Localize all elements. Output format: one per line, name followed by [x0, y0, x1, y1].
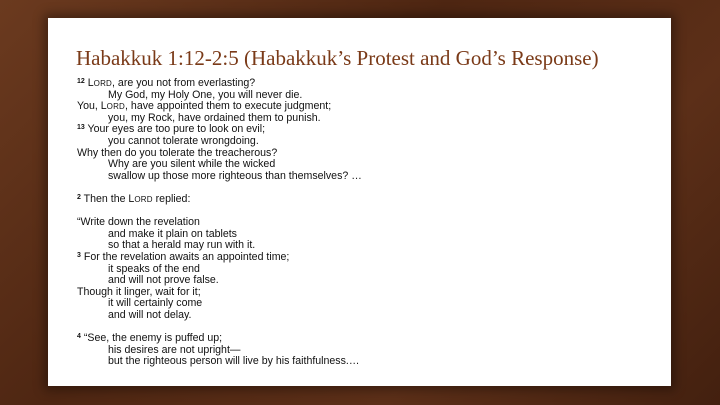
- verse-line: it speaks of the end: [108, 262, 200, 275]
- verse-number: 3: [77, 251, 81, 259]
- slide-title: Habakkuk 1:12-2:5 (Habakkuk’s Protest and God’s Response): [76, 46, 599, 70]
- verse-line: [77, 252, 362, 264]
- small-caps-lord: ORD: [134, 194, 153, 204]
- verse-number: 2: [77, 193, 81, 201]
- verse-line: it will certainly come: [108, 297, 203, 310]
- verse-line: Though it linger, wait for it;: [77, 285, 201, 298]
- verse-line: and make it plain on tablets: [108, 227, 237, 240]
- slide: [48, 18, 671, 386]
- verse-text: , are you not from everlasting?: [112, 77, 256, 89]
- verse-text: replied:: [152, 192, 191, 205]
- verse-line: [77, 333, 362, 345]
- verse-number: 12: [77, 78, 85, 85]
- verse-line: you, my Rock, have ordained them to punish.: [108, 111, 321, 124]
- verse-line: and will not delay.: [108, 308, 192, 321]
- verse-line: [77, 78, 362, 90]
- scripture-text: [77, 78, 362, 368]
- verse-text: L: [87, 77, 94, 89]
- verse-line: you cannot tolerate wrongdoing.: [108, 134, 259, 147]
- verse-line: My God, my Holy One, you will never die.: [108, 88, 303, 101]
- verse-line: but the righteous person will live by his faithfulness.…: [108, 355, 360, 368]
- verse-text: , have appointed them to execute judgment;: [125, 100, 332, 113]
- verse-line: and will not prove false.: [108, 274, 219, 287]
- verse-line: so that a herald may run with it.: [108, 239, 256, 252]
- verse-line: swallow up those more righteous than themselves? …: [108, 169, 362, 182]
- verse-line: [77, 194, 362, 206]
- verse-line: his desires are not upright—: [108, 343, 241, 356]
- verse-number: 4: [77, 333, 81, 341]
- verse-text: You, L: [77, 100, 107, 113]
- verse-line: “Write down the revelation: [77, 216, 200, 229]
- verse-text: Then the L: [80, 192, 135, 205]
- verse-text: “See, the enemy is puffed up;: [80, 332, 223, 345]
- verse-text: Your eyes are too pure to look on evil;: [84, 123, 266, 136]
- small-caps-lord: ORD: [106, 102, 126, 112]
- verse-text: For the revelation awaits an appointed time;: [80, 250, 290, 263]
- verse-number: 13: [77, 124, 85, 132]
- verse-line: Why then do you tolerate the treacherous?: [77, 146, 278, 159]
- verse-line: Why are you silent while the wicked: [108, 158, 276, 171]
- small-caps-lord: ORD: [93, 79, 113, 88]
